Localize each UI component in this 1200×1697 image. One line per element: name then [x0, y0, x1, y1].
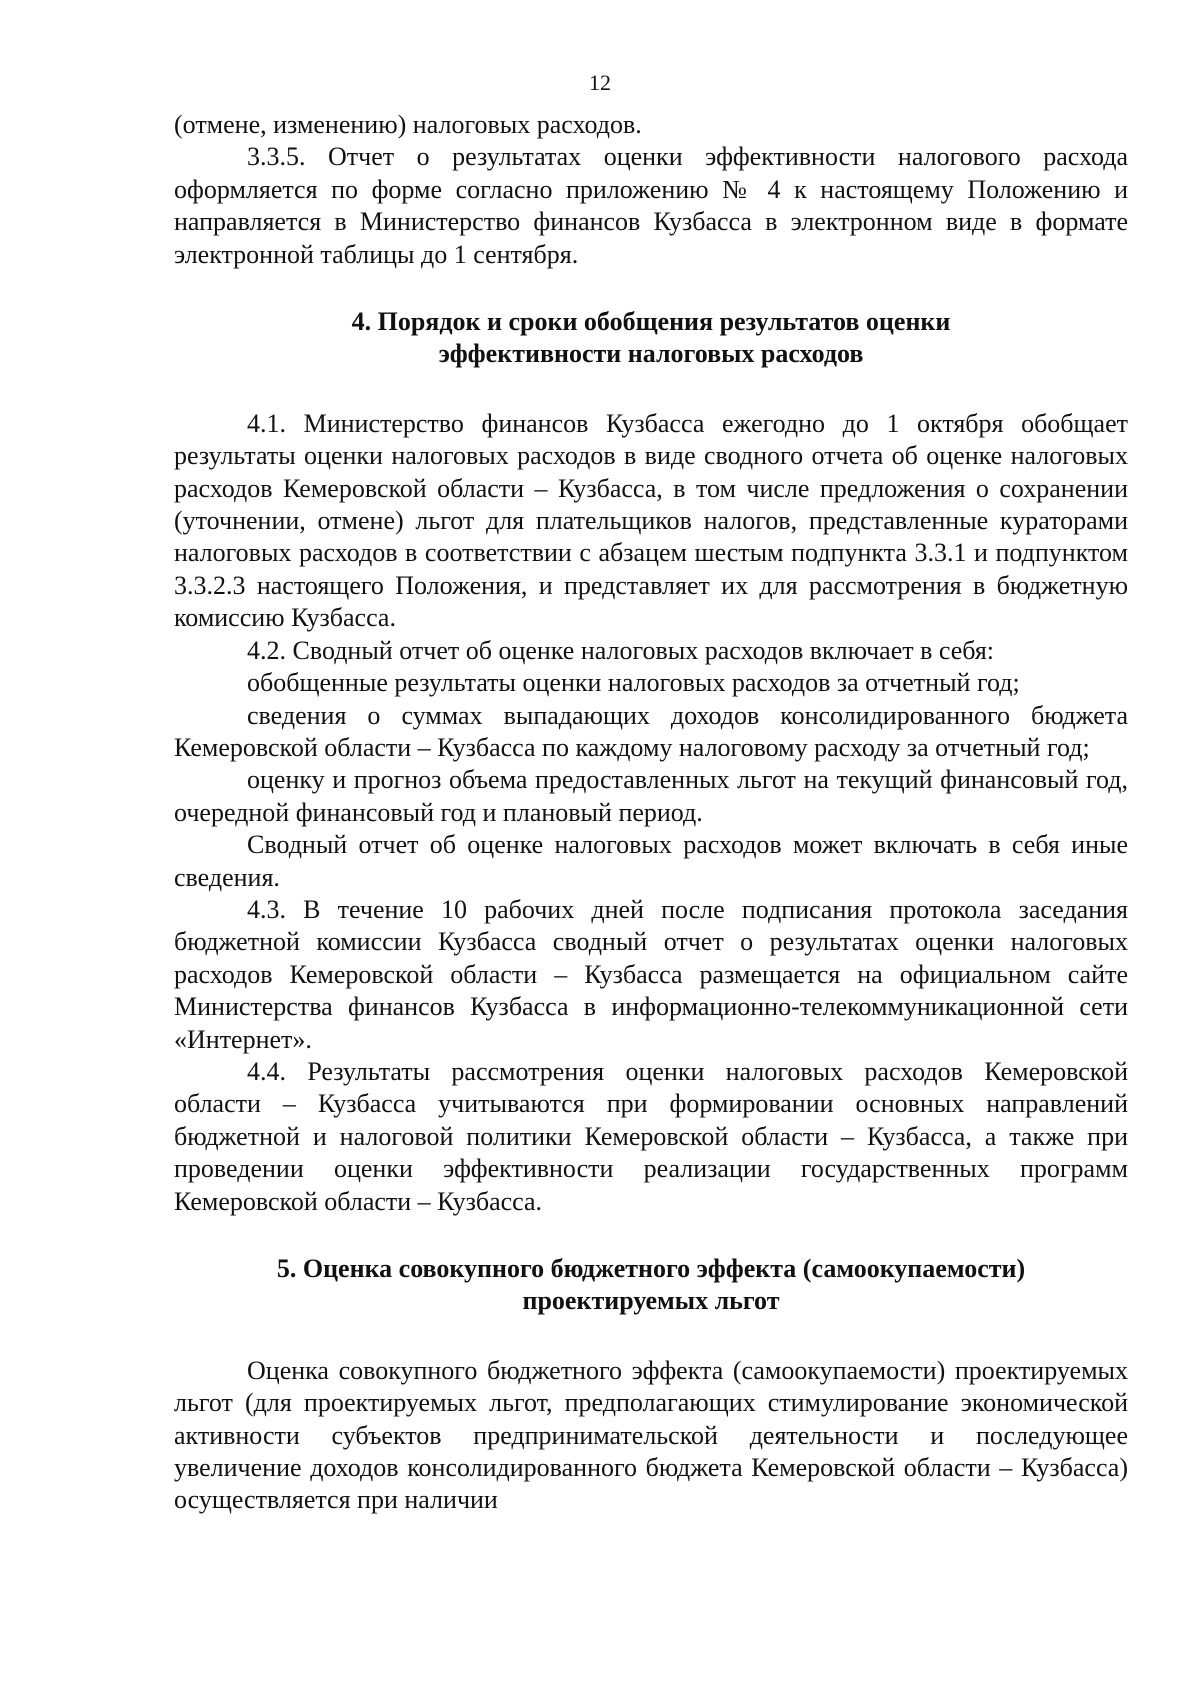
paragraph-4-2-note: Сводный отчет об оценке налоговых расходов может включать в себя иные сведения. [174, 830, 1128, 892]
page-number: 12 [589, 70, 611, 95]
section-5-heading [174, 1253, 1128, 1318]
paragraph-4-3: 4.3. В течение 10 рабочих дней после подписания протокола заседания бюджетной комиссии Кузбасса сводный отчет о результатах оценки налоговых расходов Кемеровской области – Кузбасса размещается на официальном сайте Министерства финансов Кузбасса в информационно-телекоммуникационной сети «Интернет». [174, 894, 1128, 1054]
paragraph-continuation: (отмене, изменению) налоговых расходов. [174, 110, 642, 139]
paragraph-4-2-item-2: сведения о суммах выпадающих доходов консолидированного бюджета Кемеровской области – Кузбасса по каждому налоговому расходу за отчетный год; [174, 700, 1128, 762]
paragraph-4-2: 4.2. Сводный отчет об оценке налоговых расходов включает в себя: [247, 635, 995, 665]
paragraph-4-1: 4.1. Министерство финансов Кузбасса ежегодно до 1 октября обобщает результаты оценки налоговых расходов в виде сводного отчета об оценке налоговых расходов Кемеровской области – Кузбасса, в том числе предложения о сохранении (уточнении, отмене) льгот для плательщиков налогов, представленные кураторами налоговых расходов в соответствии с абзацем шестым подпункта 3.3.1 и подпунктом 3.3.2.3 настоящего Положения, и представляет их для рассмотрения в бюджетную комиссию Кузбасса. [174, 408, 1128, 633]
paragraph-3-3-5: 3.3.5. Отчет о результатах оценки эффективности налогового расхода оформляется по форме согласно приложению № 4 к настоящему Положению и направляется в Министерство финансов Кузбасса в электронном виде в формате электронной таблицы до 1 сентября. [174, 142, 1128, 269]
paragraph-4-2-item-1: обобщенные результаты оценки налоговых расходов за отчетный год; [247, 668, 1020, 698]
paragraph-4-2-item-3: оценку и прогноз объема предоставленных льгот на текущий финансовый год, очередной финансовый год и плановый период. [174, 765, 1128, 827]
paragraph-5-1: Оценка совокупного бюджетного эффекта (самоокупаемости) проектируемых льгот (для проектируемых льгот, предполагающих стимулирование экономической активности субъектов предпринимательской деятельности и последующее увеличение доходов консолидированного бюджета Кемеровской области – Кузбасса) осуществляется при наличии [174, 1355, 1128, 1515]
paragraph-4-4: 4.4. Результаты рассмотрения оценки налоговых расходов Кемеровской области – Кузбасса учитываются при формировании основных направлений бюджетной и налоговой политики Кемеровской области – Кузбасса, а также при проведении оценки эффективности реализации государственных программ Кемеровской области – Кузбасса. [174, 1056, 1128, 1216]
section-5-heading-line-2: проектируемых льгот [522, 1286, 780, 1316]
document-body [174, 109, 1128, 1517]
section-5-heading-line-1: 5. Оценка совокупного бюджетного эффекта (самоокупаемости) [276, 1254, 1026, 1283]
section-4-heading-line-2: эффективности налоговых расходов [438, 339, 864, 369]
section-4-heading-line-1: 4. Порядок и сроки обобщения результатов оценки [351, 307, 951, 337]
section-4-heading [174, 306, 1128, 371]
